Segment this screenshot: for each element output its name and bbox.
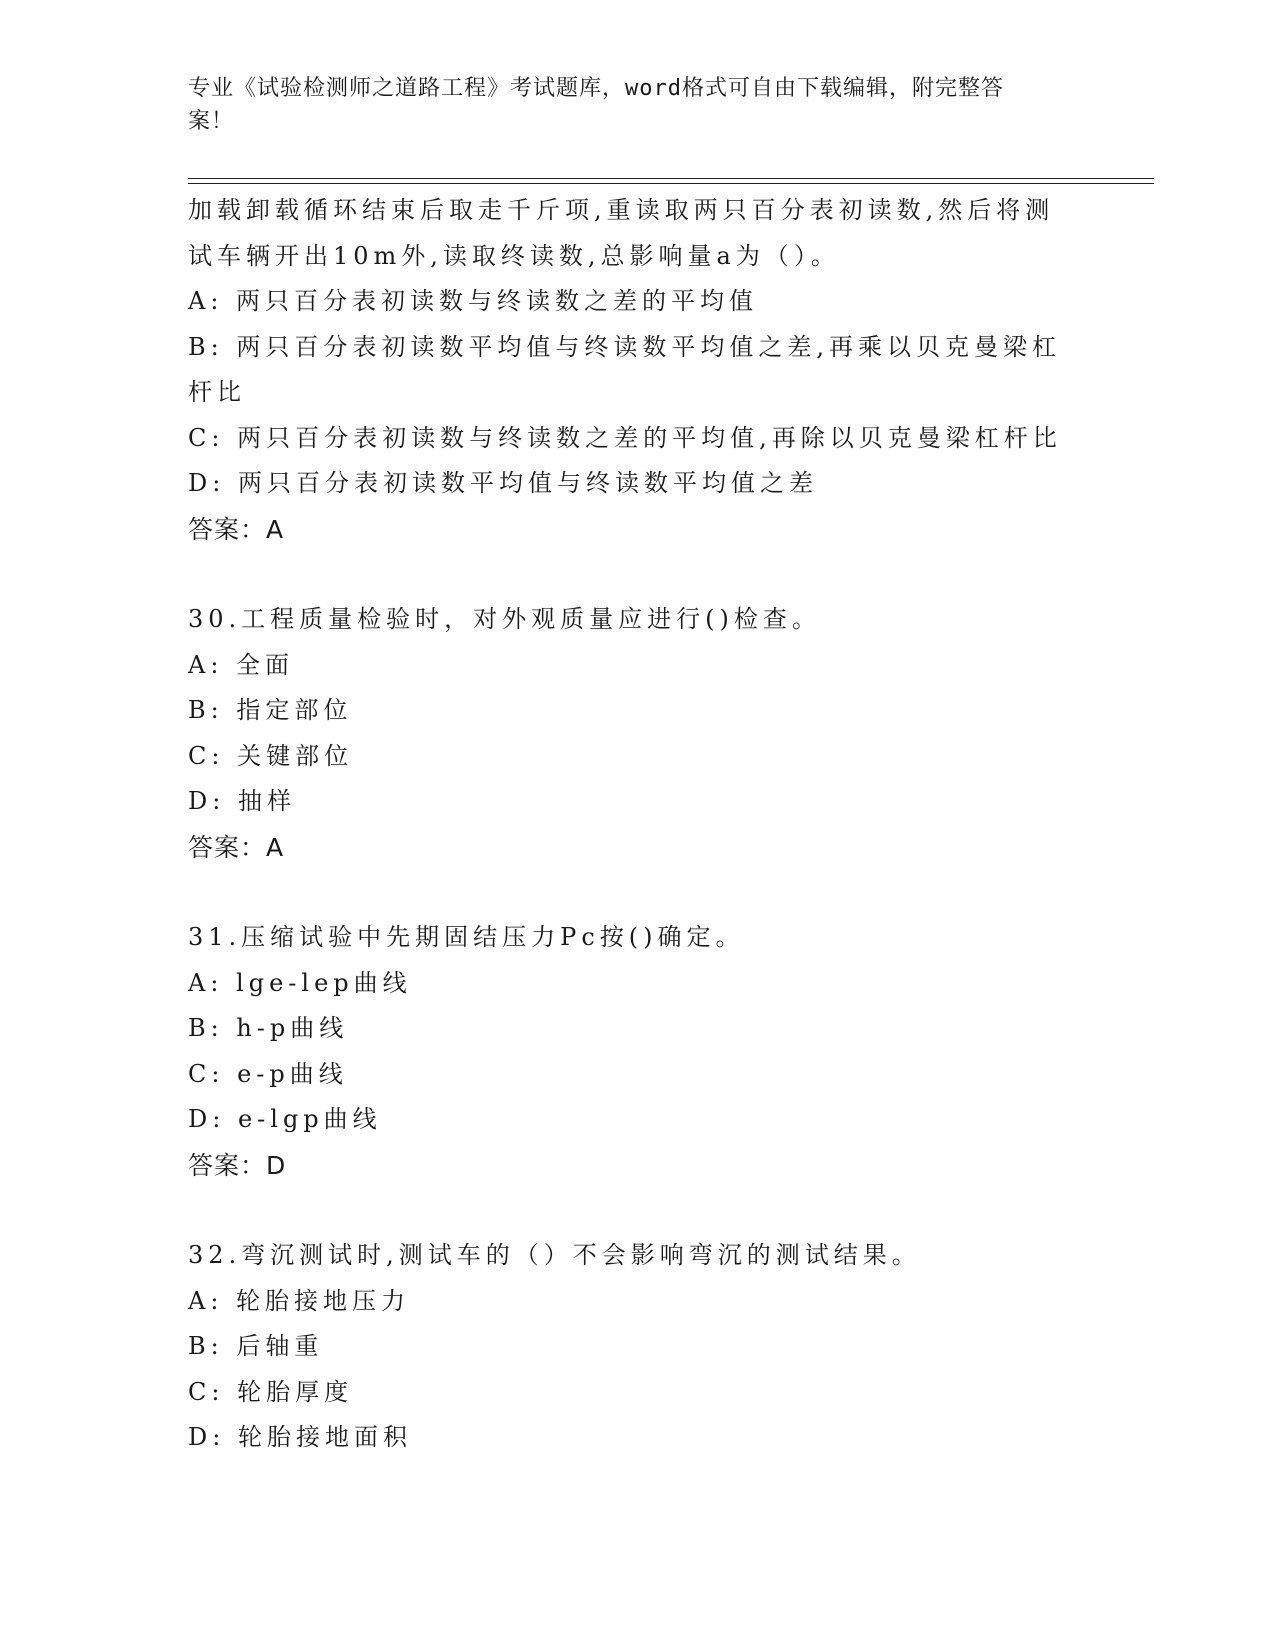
answer-line: 答案：D <box>188 1150 287 1180</box>
question-stem: 30.工程质量检验时，对外观质量应进行()检查。 <box>188 605 821 633</box>
option-c: C: e-p曲线 <box>188 1059 348 1088</box>
option-a: A: 全面 <box>188 650 295 679</box>
question-30 <box>188 597 1068 870</box>
question-31 <box>188 915 1068 1188</box>
option-c: C: 轮胎厚度 <box>188 1377 354 1406</box>
question-list <box>188 188 1068 1461</box>
option-b-line: 杆比 <box>188 378 246 406</box>
option-b: B: h-p曲线 <box>188 1014 349 1042</box>
question-stem: 32.弯沉测试时,测试车的（）不会影响弯沉的测试结果。 <box>188 1241 921 1269</box>
header-line-2: 案！ <box>188 109 235 134</box>
option-c: C: 两只百分表初读数与终读数之差的平均值,再除以贝克曼梁杠杆比 <box>188 423 1062 452</box>
question-stem-line: 试车辆开出10m外,读取终读数,总影响量a为（）。 <box>188 241 840 270</box>
header-divider-top <box>188 178 1154 179</box>
answer-line: 答案：A <box>188 832 285 862</box>
option-a: A: 轮胎接地压力 <box>188 1286 411 1315</box>
option-d: D: e-lgp曲线 <box>188 1105 382 1133</box>
option-d: D: 轮胎接地面积 <box>188 1423 412 1451</box>
header-line-1: 专业《试验检测师之道路工程》考试题库，word格式可自由下载编辑，附完整答 <box>188 76 1004 101</box>
answer-line: 答案：A <box>188 514 285 544</box>
option-d: D: 两只百分表初读数平均值与终读数平均值之差 <box>188 469 818 497</box>
option-b: B: 后轴重 <box>188 1332 324 1360</box>
question-29 <box>188 188 1068 552</box>
question-32 <box>188 1233 1068 1461</box>
question-stem-line: 加载卸载循环结束后取走千斤项,重读取两只百分表初读数,然后将测 <box>188 196 1055 224</box>
document-header <box>188 72 1068 138</box>
question-stem: 31.压缩试验中先期固结压力Pc按()确定。 <box>188 923 745 951</box>
option-d: D: 抽样 <box>188 787 296 815</box>
option-b-line: B: 两只百分表初读数平均值与终读数平均值之差,再乘以贝克曼梁杠 <box>188 332 1061 361</box>
option-c: C: 关键部位 <box>188 741 354 770</box>
header-divider-bottom <box>188 183 1154 184</box>
option-a: A: 两只百分表初读数与终读数之差的平均值 <box>188 287 759 315</box>
option-b: B: 指定部位 <box>188 696 353 724</box>
option-a: A: lge-lep曲线 <box>188 968 412 997</box>
